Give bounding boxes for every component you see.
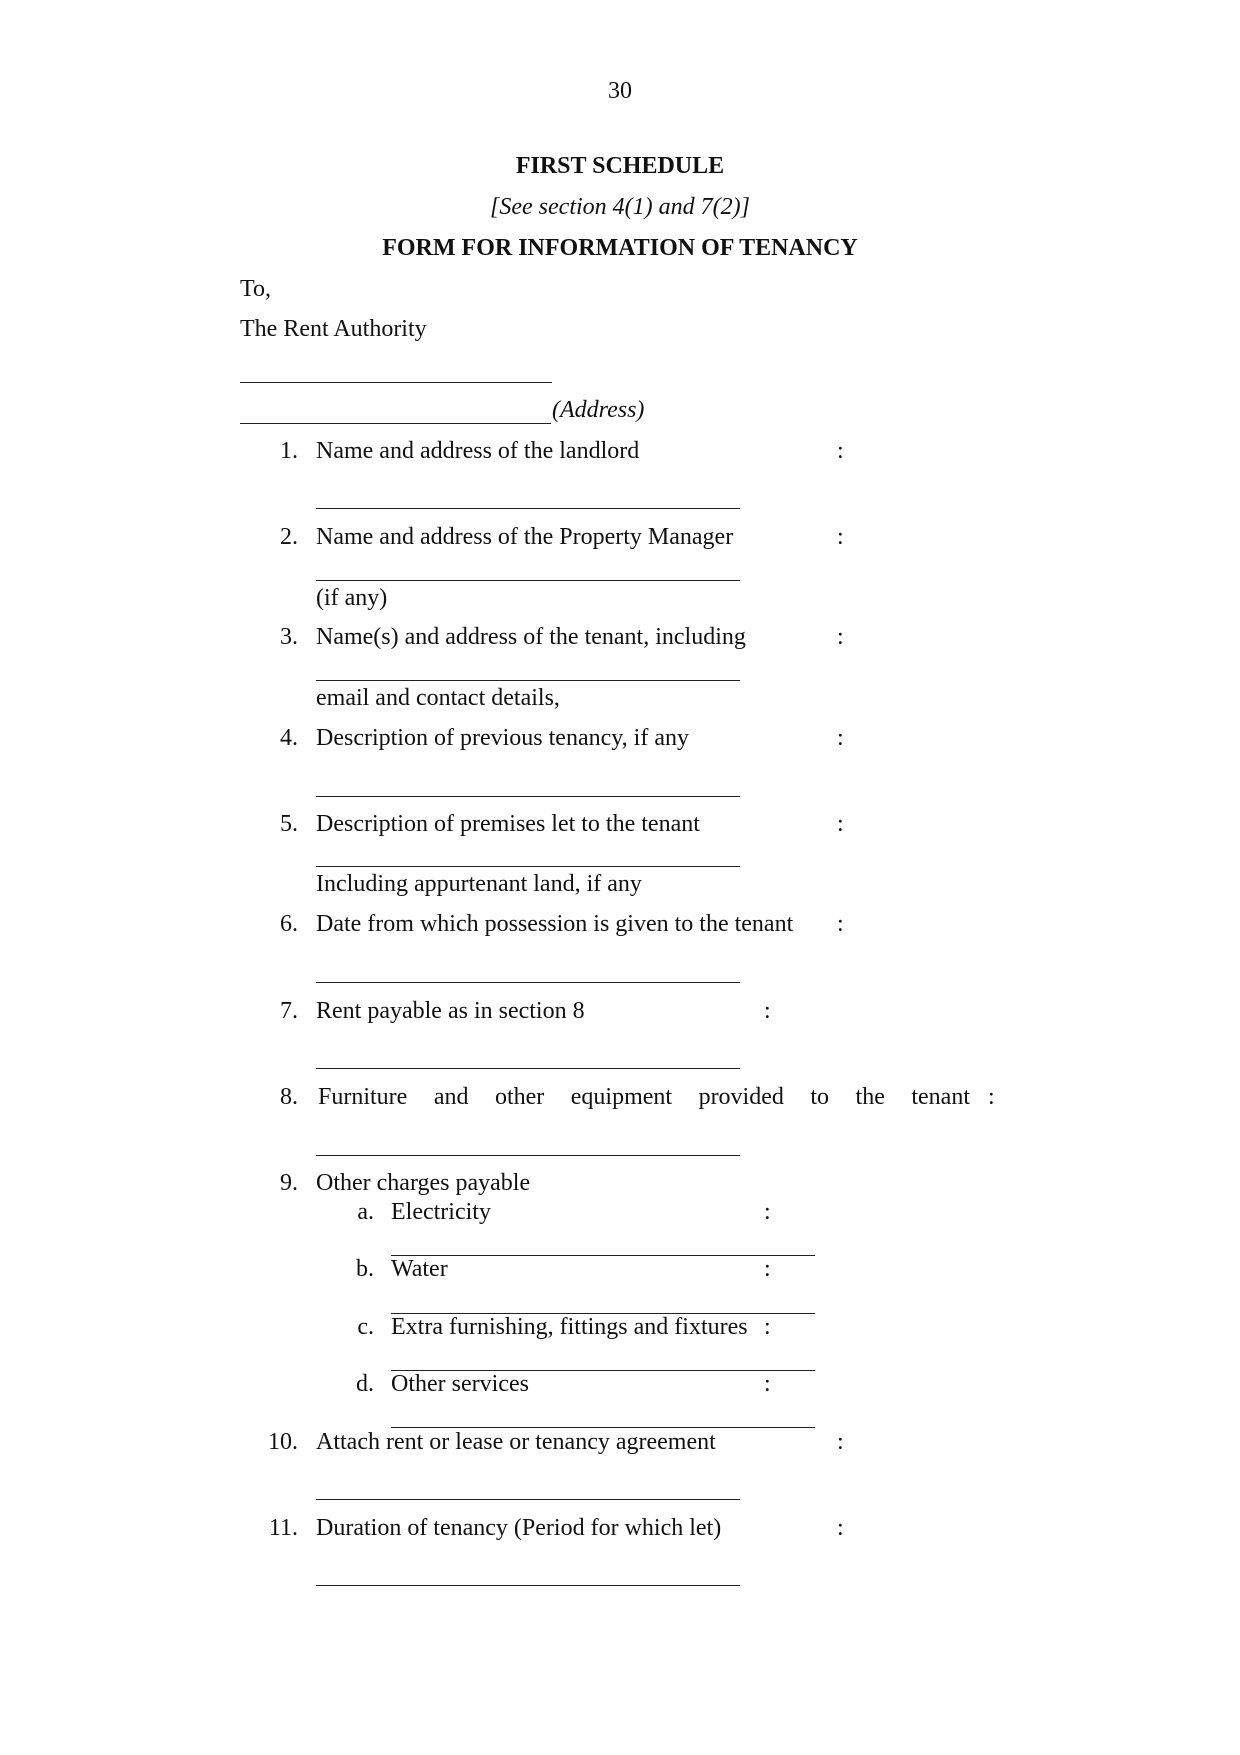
item-2-extra: (if any) <box>316 585 388 611</box>
item-5-answer-line[interactable] <box>316 866 740 867</box>
address-line-1[interactable] <box>240 382 552 383</box>
item-8-colon: : <box>988 1084 995 1110</box>
item-9a-letter: a. <box>357 1199 374 1225</box>
item-11-number: 11. <box>268 1515 298 1541</box>
item-9d-letter: d. <box>356 1371 374 1397</box>
rent-authority-label: The Rent Authority <box>240 316 427 342</box>
item-5-colon: : <box>837 811 844 837</box>
address-label: (Address) <box>552 397 645 423</box>
item-9b-letter: b. <box>356 1256 374 1282</box>
item-3-colon: : <box>837 624 844 650</box>
item-2-answer-line[interactable] <box>316 580 740 581</box>
schedule-title: FIRST SCHEDULE <box>515 153 725 179</box>
item-4-answer-line[interactable] <box>316 796 740 797</box>
item-3-label: Name(s) and address of the tenant, including <box>316 624 746 650</box>
item-9b-colon: : <box>764 1256 771 1282</box>
item-10-colon: : <box>837 1429 844 1455</box>
item-7-colon: : <box>764 998 771 1024</box>
item-9b-label: Water <box>391 1256 448 1282</box>
item-6-colon: : <box>837 911 844 937</box>
item-9c-label: Extra furnishing, fittings and fixtures <box>391 1314 748 1340</box>
item-3-number: 3. <box>280 624 298 650</box>
item-9d-label: Other services <box>391 1371 529 1397</box>
item-6-number: 6. <box>280 911 298 937</box>
item-4-colon: : <box>837 725 844 751</box>
item-7-label: Rent payable as in section 8 <box>316 998 585 1024</box>
page-number: 30 <box>608 78 632 104</box>
item-11-answer-line[interactable] <box>316 1585 740 1586</box>
item-1-label: Name and address of the landlord <box>316 438 640 464</box>
item-3-answer-line[interactable] <box>316 680 740 681</box>
item-7-answer-line[interactable] <box>316 1068 740 1069</box>
item-1-number: 1. <box>280 438 298 464</box>
salutation-to: To, <box>240 276 271 302</box>
item-5-label: Description of premises let to the tenant <box>316 811 700 837</box>
item-5-extra: Including appurtenant land, if any <box>316 871 642 897</box>
item-9d-colon: : <box>764 1371 771 1397</box>
item-2-colon: : <box>837 524 844 550</box>
address-line-2[interactable] <box>240 423 551 424</box>
item-9a-label: Electricity <box>391 1199 491 1225</box>
item-6-label: Date from which possession is given to the tenant <box>316 911 794 937</box>
item-2-number: 2. <box>280 524 298 550</box>
item-1-answer-line[interactable] <box>316 508 740 509</box>
item-8-label: Furniture and other equipment provided to the tenant <box>318 1084 970 1110</box>
item-11-colon: : <box>837 1515 844 1541</box>
item-4-label: Description of previous tenancy, if any <box>316 725 689 751</box>
item-2-label: Name and address of the Property Manager <box>316 524 734 550</box>
item-9c-colon: : <box>764 1314 771 1340</box>
item-5-number: 5. <box>280 811 298 837</box>
see-section-reference: [See section 4(1) and 7(2)] <box>490 194 750 220</box>
form-title: FORM FOR INFORMATION OF TENANCY <box>382 235 858 261</box>
item-9a-colon: : <box>764 1199 771 1225</box>
item-4-number: 4. <box>280 725 298 751</box>
item-8-number: 8. <box>280 1084 298 1110</box>
item-10-answer-line[interactable] <box>316 1499 740 1500</box>
item-9a-answer-line[interactable] <box>391 1255 815 1256</box>
item-1-colon: : <box>837 438 844 464</box>
item-9-number: 9. <box>280 1170 298 1196</box>
item-7-number: 7. <box>280 998 298 1024</box>
item-10-number: 10. <box>268 1429 298 1455</box>
item-9c-letter: c. <box>357 1314 374 1340</box>
item-6-answer-line[interactable] <box>316 982 740 983</box>
item-3-extra: email and contact details, <box>316 685 560 711</box>
item-11-label: Duration of tenancy (Period for which let) <box>316 1515 722 1541</box>
item-9-label: Other charges payable <box>316 1170 531 1196</box>
item-10-label: Attach rent or lease or tenancy agreement <box>316 1429 716 1455</box>
item-8-answer-line[interactable] <box>316 1155 740 1156</box>
